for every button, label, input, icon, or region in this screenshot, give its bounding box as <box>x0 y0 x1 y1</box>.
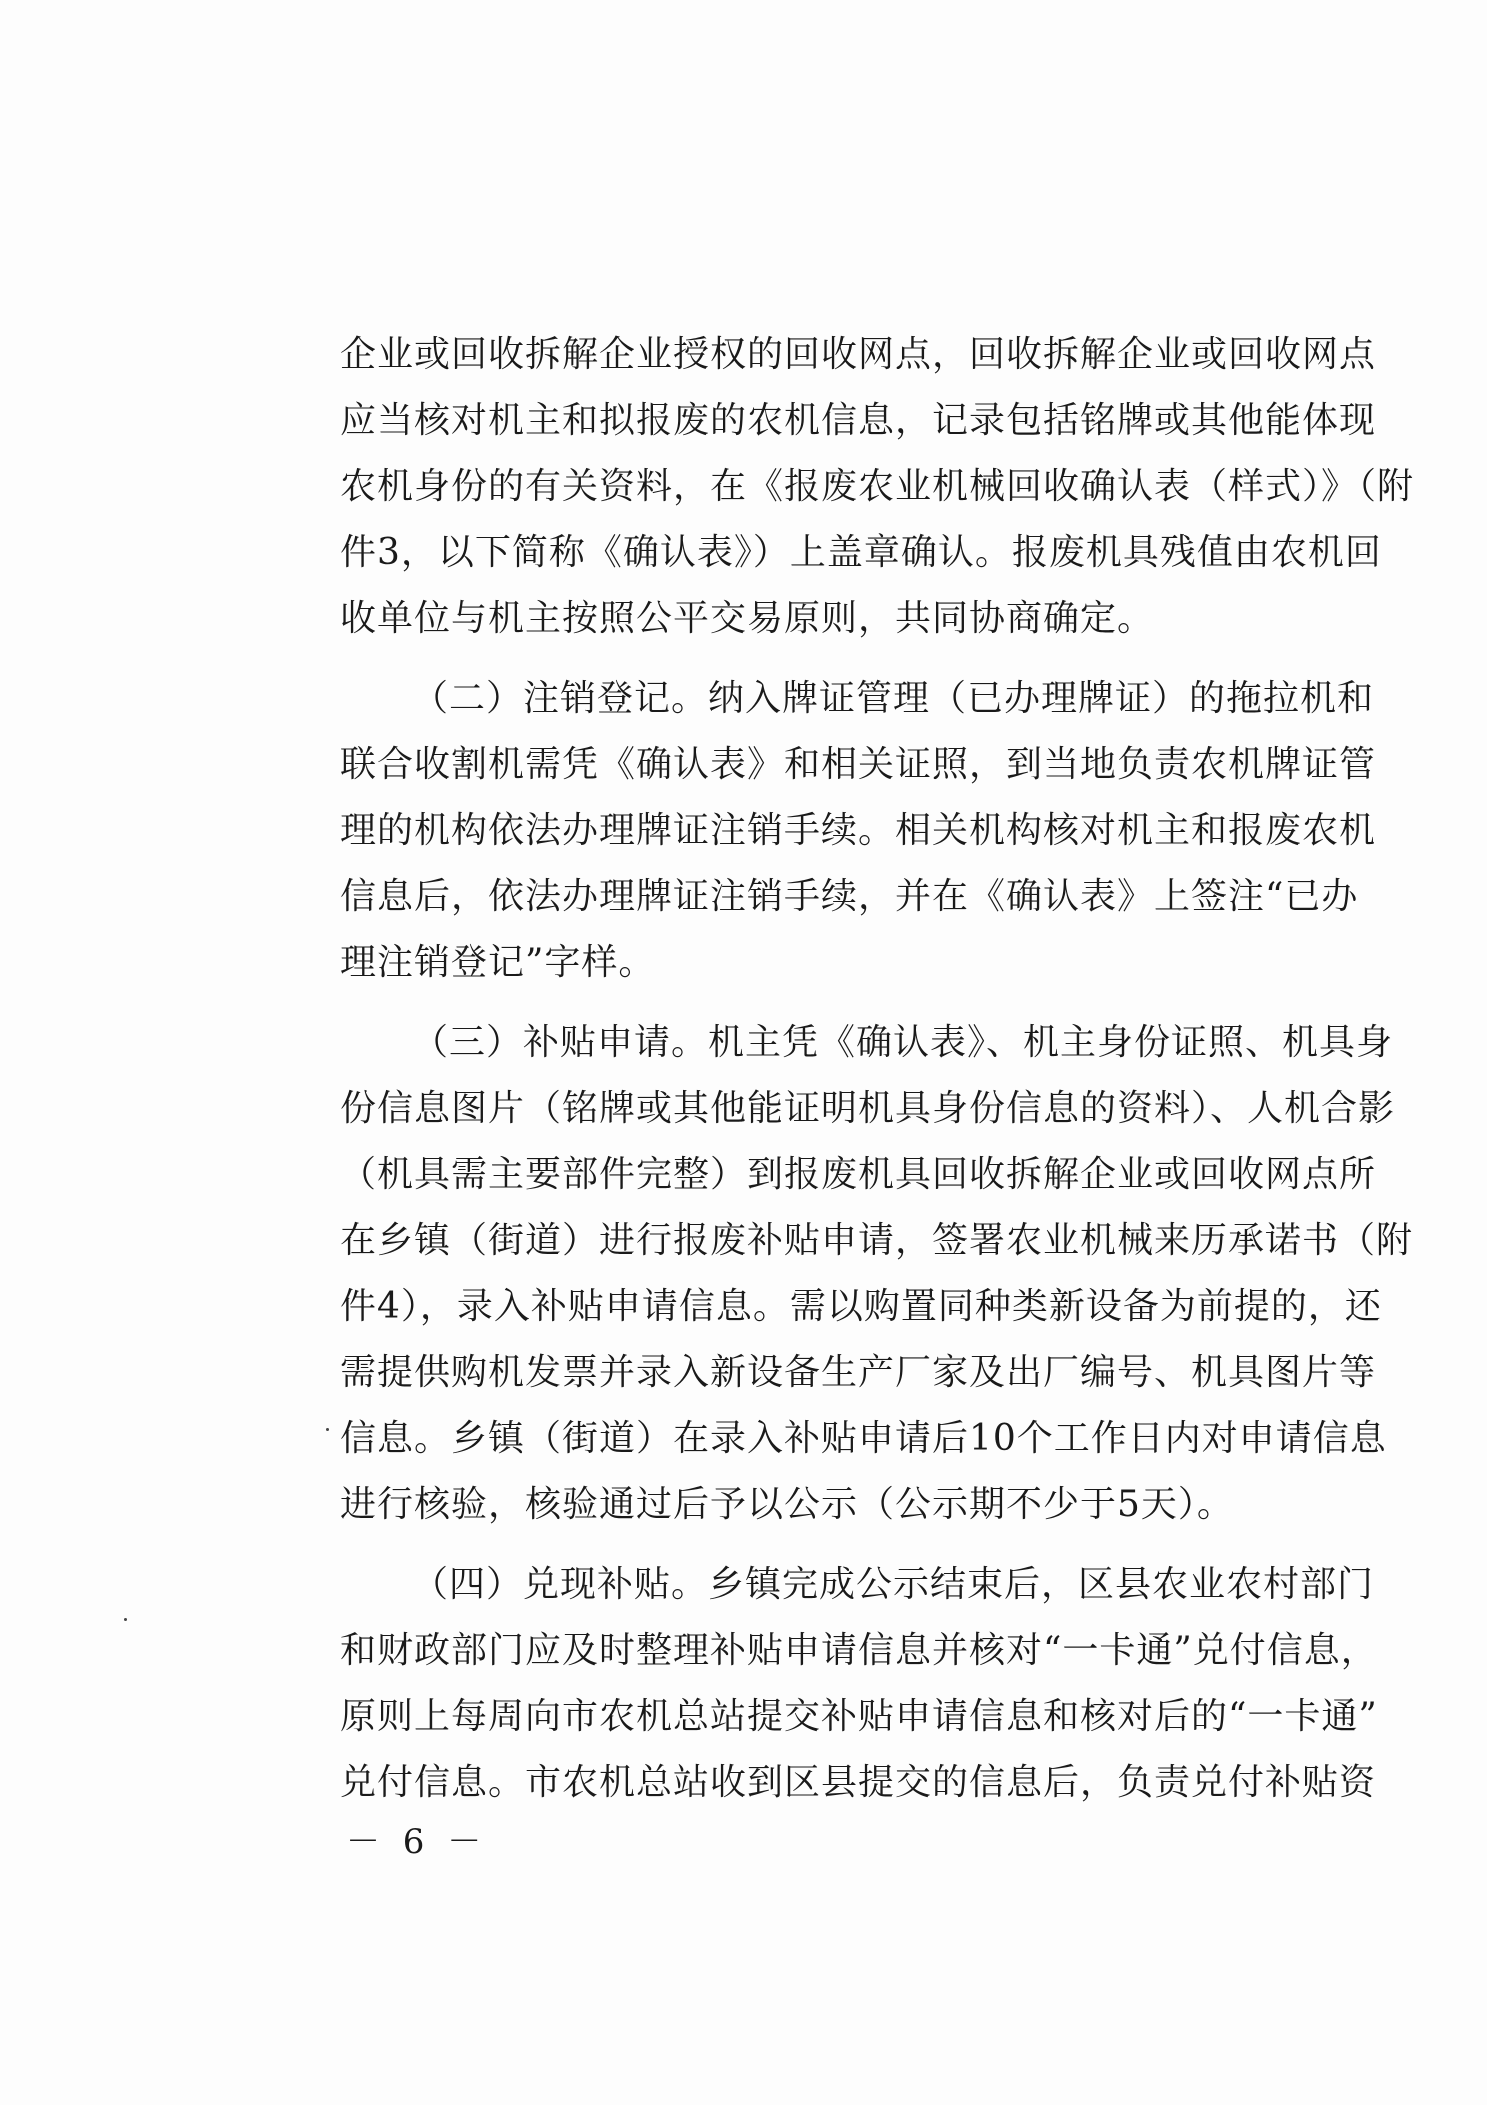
text-line: 企业或回收拆解企业授权的回收网点，回收拆解企业或回收网点 <box>340 334 1377 375</box>
text-line: 和财政部门应及时整理补贴申请信息并核对“一卡通”兑付信息， <box>340 1630 1378 1671</box>
text-line: 原则上每周向市农机总站提交补贴申请信息和核对后的“一卡通” <box>340 1696 1378 1737</box>
text-line: 收单位与机主按照公平交易原则，共同协商确定。 <box>340 598 1155 639</box>
paragraph <box>340 666 1377 996</box>
text-line: 需提供购机发票并录入新设备生产厂家及出厂编号、机具图片等 <box>340 1352 1377 1393</box>
scan-speck <box>326 1428 329 1431</box>
text-line: 信息后，依法办理牌证注销手续，并在《确认表》上签注“已办 <box>340 876 1359 917</box>
section-heading-line: （二）注销登记。纳入牌证管理（已办理牌证）的拖拉机和 <box>412 678 1375 719</box>
text-line: 联合收割机需凭《确认表》和相关证照，到当地负责农机牌证管 <box>340 744 1377 785</box>
text-line: 信息。乡镇（街道）在录入补贴申请后10个工作日内对申请信息 <box>340 1418 1387 1459</box>
document-body <box>340 322 1415 1816</box>
text-line: 件4），录入补贴申请信息。需以购置同种类新设备为前提的，还 <box>340 1286 1382 1327</box>
paragraph <box>340 322 1415 652</box>
paragraph <box>340 1010 1414 1538</box>
scan-speck <box>124 1618 127 1621</box>
text-line: 件3，以下简称《确认表》）上盖章确认。报废机具残值由农机回 <box>340 532 1382 573</box>
section-heading-line: （三）补贴申请。机主凭《确认表》、机主身份证照、机具身 <box>412 1022 1394 1063</box>
text-line: 份信息图片（铭牌或其他能证明机具身份信息的资料）、人机合影 <box>340 1088 1396 1129</box>
text-line: 在乡镇（街道）进行报废补贴申请，签署农业机械来历承诺书（附 <box>340 1220 1414 1261</box>
paragraph <box>340 1552 1378 1816</box>
text-line: 农机身份的有关资料，在《报废农业机械回收确认表（样式）》（附 <box>340 466 1415 507</box>
text-line: 兑付信息。市农机总站收到区县提交的信息后，负责兑付补贴资 <box>340 1762 1377 1803</box>
page-number: － 6 － <box>346 1822 488 1862</box>
text-line: 应当核对机主和拟报废的农机信息，记录包括铭牌或其他能体现 <box>340 400 1377 441</box>
text-line: 理注销登记”字样。 <box>340 942 656 983</box>
text-line: 进行核验，核验通过后予以公示（公示期不少于5天）。 <box>340 1484 1234 1525</box>
text-line: （机具需主要部件完整）到报废机具回收拆解企业或回收网点所 <box>340 1154 1377 1195</box>
text-line: 理的机构依法办理牌证注销手续。相关机构核对机主和报废农机 <box>340 810 1377 851</box>
section-heading-line: （四）兑现补贴。乡镇完成公示结束后，区县农业农村部门 <box>412 1564 1375 1605</box>
